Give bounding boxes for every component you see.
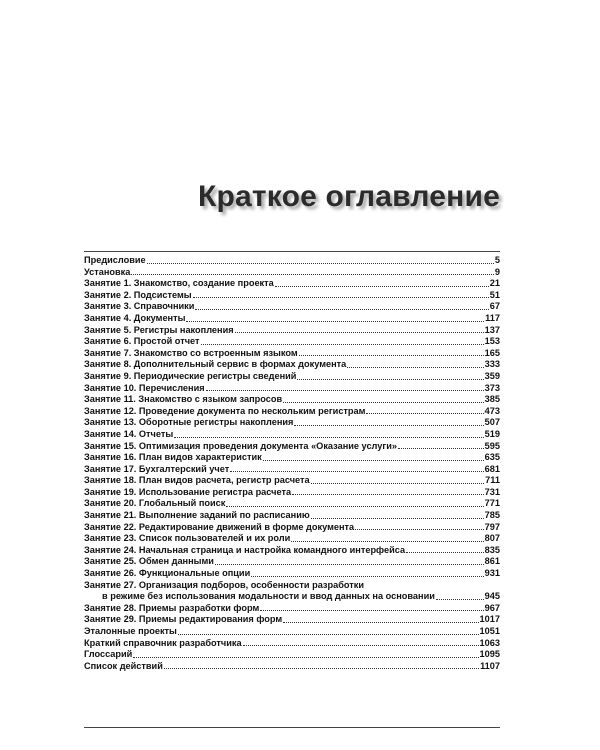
toc-entry[interactable] [84,614,500,626]
dot-leader [260,610,483,611]
toc-entry[interactable] [84,487,500,499]
toc-entry-title: Занятие 1. Знакомство, создание проекта [84,278,274,289]
toc-entry-page: 373 [484,382,500,393]
dot-leader [193,297,489,298]
toc-entry[interactable] [84,556,500,568]
toc-entry-page: 51 [489,289,500,300]
dot-leader [226,506,483,507]
toc-entry-page: 931 [484,568,500,579]
dot-leader [186,321,484,322]
toc-entry[interactable] [84,510,500,522]
toc-entry-page: 5 [494,255,500,265]
toc-entry[interactable] [84,267,500,279]
dot-leader [263,460,484,461]
toc-entry-page: 67 [489,301,500,312]
toc-entry-title: Краткий справочник разработчика [84,637,242,648]
toc-entry-title: Занятие 5. Регистры накопления [84,324,234,335]
dot-leader [436,599,484,600]
toc-entry-title: Занятие 25. Обмен данными [84,556,214,567]
table-of-contents [84,255,500,672]
toc-entry-page: 785 [484,510,500,521]
toc-entry-page: 797 [484,521,500,532]
toc-entry[interactable] [84,429,500,441]
toc-entry[interactable] [84,649,500,661]
toc-entry-page: 731 [484,486,500,497]
toc-entry[interactable] [84,348,500,360]
toc-entry[interactable] [84,441,500,453]
toc-entry-title: Эталонные проекты [84,626,177,636]
dot-leader [133,657,478,658]
toc-entry-page: 1017 [479,614,500,625]
dot-leader [174,437,483,438]
toc-entry-title: Занятие 6. Простой отчет [84,336,200,347]
toc-entry-page: 117 [485,312,500,323]
toc-entry[interactable] [84,371,500,383]
toc-entry-title: Установка [84,266,131,277]
toc-entry-title: Занятие 10. Перечисления [84,382,205,393]
toc-entry-title: Занятие 13. Оборотные регистры накопления [84,417,294,428]
toc-entry[interactable] [84,533,500,545]
dot-leader [294,425,483,426]
toc-entry-title: Занятие 20. Глобальный поиск [84,498,226,509]
toc-entry-page: 507 [484,417,500,428]
toc-entry-page: 595 [484,440,500,451]
toc-entry-title: Занятие 11. Знакомство с языком запросов [84,394,283,405]
toc-entry[interactable] [84,313,500,325]
toc-entry-title: Занятие 9. Периодические регистры сведений [84,370,297,381]
toc-entry[interactable] [84,336,500,348]
toc-entry-title: Занятие 3. Справочники [84,301,195,312]
toc-entry[interactable] [84,661,500,673]
toc-entry-title: Список действий [84,660,163,671]
toc-entry[interactable] [84,568,500,580]
dot-leader [147,263,494,264]
toc-entry-page: 861 [484,556,500,567]
toc-entry-page: 1063 [479,637,500,648]
toc-entry-page: 771 [484,498,500,509]
dot-leader [178,634,479,635]
toc-entry-title: Занятие 12. Проведение документа по нескольким регистрам [84,405,366,416]
toc-entry[interactable] [84,475,500,487]
toc-entry-title: Глоссарий [84,649,133,660]
bottom-rule [84,727,500,728]
toc-entry-page: 835 [484,544,500,555]
toc-entry-title: Занятие 19. Использование регистра расчета [84,486,292,497]
toc-entry-page: 9 [494,266,500,277]
toc-entry-title: Занятие 14. Отчеты [84,428,174,439]
dot-leader [230,471,483,472]
toc-entry-page: 333 [484,359,500,370]
toc-entry-page: 967 [484,602,500,613]
toc-entry[interactable] [84,417,500,429]
toc-entry[interactable] [84,545,500,557]
toc-entry[interactable] [84,522,500,534]
dot-leader [251,576,483,577]
dot-leader [292,494,484,495]
dot-leader [366,413,483,414]
toc-entry[interactable] [84,464,500,476]
toc-entry-page: 153 [484,336,500,347]
dot-leader [283,402,484,403]
toc-entry-title: Занятие 28. Приемы разработки форм [84,602,260,613]
toc-entry-page: 1051 [479,626,500,636]
dot-leader [131,274,494,275]
toc-entry-title: Занятие 4. Документы [84,312,186,323]
dot-leader [283,622,478,623]
toc-entry-title: Предисловие [84,255,146,265]
toc-entry-title: Занятие 16. План видов характеристик [84,452,262,463]
toc-entry-page: 681 [484,463,500,474]
toc-entry[interactable] [84,325,500,337]
dot-leader [347,367,483,368]
page-title: Краткое оглавление [197,180,500,213]
dot-leader [297,379,483,380]
dot-leader [195,309,488,310]
toc-entry-page: 519 [484,428,500,439]
top-rule [84,251,500,252]
dot-leader [215,564,484,565]
toc-entry-page: 711 [485,475,500,486]
dot-leader [311,483,485,484]
toc-entry-page: 21 [489,278,500,289]
toc-entry-title: Занятие 24. Начальная страница и настройка командного интерфейса [84,544,406,555]
dot-leader [355,529,484,530]
toc-entry-page: 385 [484,394,500,405]
toc-entry-title: Занятие 29. Приемы редактирования форм [84,614,283,625]
toc-entry-title: Занятие 8. Дополнительный сервис в формах документа [84,359,347,370]
dot-leader [299,355,484,356]
toc-entry-page: 359 [484,370,500,381]
toc-entry-page: 165 [484,347,500,358]
dot-leader [206,390,484,391]
toc-entry-title: Занятие 26. Функциональные опции [84,568,251,579]
toc-entry[interactable] [84,290,500,302]
toc-entry-title: Занятие 27. Организация подборов, особенности разработки [84,579,365,590]
dot-leader [398,448,484,449]
toc-entry[interactable] [84,580,500,603]
toc-entry[interactable] [84,638,500,650]
toc-entry[interactable] [84,626,500,638]
toc-entry[interactable] [84,406,500,418]
dot-leader [243,645,479,646]
toc-entry-page: 137 [484,324,500,335]
dot-leader [201,344,484,345]
toc-entry[interactable] [84,452,500,464]
toc-entry-title: Занятие 2. Подсистемы [84,289,192,300]
toc-entry-page: 807 [484,533,500,544]
toc-entry-page: 1095 [479,649,500,660]
toc-entry-title: Занятие 17. Бухгалтерский учет [84,463,230,474]
toc-entry[interactable] [84,255,500,267]
toc-entry[interactable] [84,359,500,371]
toc-entry-page: 1107 [480,660,500,671]
toc-entry-title: Занятие 23. Список пользователей и их роли [84,533,291,544]
dot-leader [406,552,484,553]
toc-entry-title: Занятие 22. Редактирование движений в форме документа [84,521,355,532]
dot-leader [235,332,484,333]
toc-entry-title: Занятие 18. План видов расчета, регистр расчета [84,475,310,486]
toc-entry-title: Занятие 15. Оптимизация проведения документа «Оказание услуги» [84,440,397,451]
toc-entry-page: 635 [484,452,500,463]
toc-entry-page: 473 [484,405,500,416]
toc-entry[interactable] [84,301,500,313]
dot-leader [311,518,484,519]
toc-entry[interactable] [84,278,500,290]
toc-entry[interactable] [84,603,500,615]
dot-leader [291,541,483,542]
dot-leader [275,286,489,287]
toc-entry[interactable] [84,498,500,510]
toc-entry-title: Занятие 21. Выполнение заданий по расписанию [84,510,310,521]
dot-leader [164,668,479,669]
toc-entry-title-continued: в режиме без использования модальности и ввод данных на основании [102,591,435,602]
toc-entry-title: Занятие 7. Знакомство со встроенным языком [84,347,298,358]
toc-entry[interactable] [84,383,500,395]
toc-entry[interactable] [84,394,500,406]
toc-entry-page: 945 [484,591,500,602]
